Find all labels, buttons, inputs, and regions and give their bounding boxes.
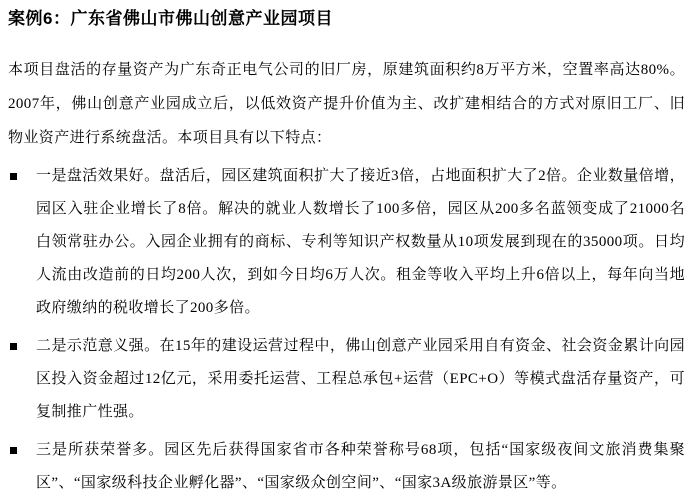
page-title: 案例6：广东省佛山市佛山创意产业园项目: [8, 9, 333, 28]
list-item: [8, 434, 685, 495]
list-item-text: 一是盘活效果好。盘活后，园区建筑面积扩大了接近3倍，占地面积扩大了2倍。企业数量倍增，园区入驻企业增长了8倍。解决的就业人数增长了100多倍，园区从200多名蓝领变成了21000名白领常驻办公。入园企业拥有的商标、专利等知识产权数量从10项发展到现在的35000项。日均人流由改造前的日均200人次，到如今日均6万人次。租金等收入平均上升6倍以上，每年向当地政府缴纳的税收增长了200多倍。: [36, 168, 685, 316]
list-item-text: 三是所获荣誉多。园区先后获得国家省市各种荣誉称号68项，包括“国家级夜间文旅消费集聚区”、“国家级科技企业孵化器”、“国家级众创空间”、“国家3A级旅游景区”等。: [36, 442, 685, 491]
bullet-square-icon: [10, 173, 17, 180]
list-item: [8, 330, 685, 429]
intro-paragraph: 本项目盘活的存量资产为广东奇正电气公司的旧厂房，原建筑面积约8万平方米，空置率高达80%。2007年，佛山创意产业园成立后，以低效资产提升价值为主、改扩建相结合的方式对原旧工厂、旧物业资产进行系统盘活。本项目具有以下特点：: [8, 62, 685, 146]
list-item: [8, 160, 685, 325]
feature-list: [8, 160, 685, 495]
list-item-text: 二是示范意义强。在15年的建设运营过程中，佛山创意产业园采用自有资金、社会资金累计向园区投入资金超过12亿元，采用委托运营、工程总承包+运营（EPC+O）等模式盘活存量资产，可复制推广性强。: [36, 338, 685, 420]
bullet-square-icon: [10, 447, 17, 454]
bullet-square-icon: [10, 343, 17, 350]
